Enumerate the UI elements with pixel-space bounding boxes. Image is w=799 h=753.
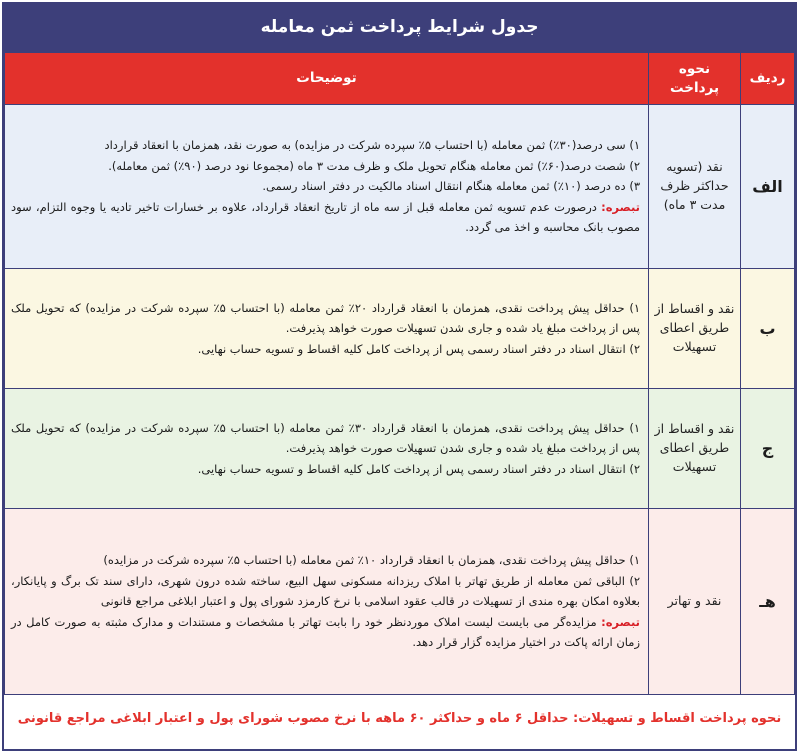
payment-terms-table-frame xyxy=(2,2,797,751)
desc-line: ۳) ده درصد (۱۰٪) ثمن معامله هنگام انتقال اسناد مالکیت در دفتر اسناد رسمی. xyxy=(262,179,640,194)
note-text: درصورت عدم تسویه ثمن معامله قبل از سه ماه از تاریخ انعقاد قرارداد، علاوه بر خسارات تاخیر تادیه یا وجوه التزام، سود مصوب بانک محاسبه و اخذ می گردد. xyxy=(11,199,640,235)
desc-cell xyxy=(5,269,649,389)
header-method-label: نحوه پرداخت xyxy=(669,60,720,96)
table-title: جدول شرایط پرداخت ثمن معامله xyxy=(4,4,795,52)
note-text: مزایده‌گر می بایست لیست املاک موردنظر خود را بابت تهاتر با مشخصات و مستندات و مدارک مثبته به صورت کامل در زمان ارائه پاکت در اختیار مزایده گزار قرار دهد. xyxy=(11,614,640,650)
desc-cell xyxy=(5,389,649,509)
desc-line: ۲) انتقال اسناد در دفتر اسناد رسمی پس از پرداخت کامل کلیه اقساط و تسویه حساب نهایی. xyxy=(197,461,640,476)
desc-line: ۱) حداقل پیش پرداخت نقدی، همزمان با انعقاد قرارداد ۲۰٪ ثمن معامله (با احتساب ۵٪ سپرده شرکت در مزایده) که تحویل ملک پس از پرداخت مبلغ یاد شده و جاری شدن تسهیلات صورت خواهد پذیرفت. xyxy=(11,300,640,336)
method-cell: نقد و اقساط از طریق اعطای تسهیلات xyxy=(649,389,741,509)
desc-line: ۲) شصت درصد(۶۰٪) ثمن معامله هنگام تحویل ملک و ظرف مدت ۳ ماه (مجموعا نود درصد (۹۰٪) ثمن معامله). xyxy=(108,158,640,173)
desc-line: ۱) حداقل پیش پرداخت نقدی، همزمان با انعقاد قرارداد ۱۰٪ ثمن معامله (با احتساب ۵٪ سپرده شرکت در مزایده) xyxy=(103,553,640,568)
header-method xyxy=(649,53,741,105)
table-row-be xyxy=(5,269,795,389)
header-desc: توضیحات xyxy=(5,53,649,105)
table-row-he xyxy=(5,509,795,695)
footer-note: نحوه پرداخت اقساط و تسهیلات: حداقل ۶ ماه و حداکثر ۶۰ ماهه با نرخ مصوب شورای پول و اعتبار ابلاغی مراجع قانونی xyxy=(5,695,795,743)
header-radif: ردیف xyxy=(741,53,795,105)
desc-line: ۱) سی درصد(۳۰٪) ثمن معامله (با احتساب ۵٪ سپرده شرکت در مزایده) به صورت نقد، همزمان با انعقاد قرارداد xyxy=(104,138,640,153)
method-cell: نقد و تهاتر xyxy=(649,509,741,695)
payment-terms-table xyxy=(4,52,795,743)
method-cell: نقد (تسویه حداکثر ظرف مدت ۳ ماه) xyxy=(649,105,741,269)
note xyxy=(11,197,640,238)
table-row-alef xyxy=(5,105,795,269)
note-label: تبصره: xyxy=(601,199,640,214)
desc-cell xyxy=(5,509,649,695)
desc-cell xyxy=(5,105,649,269)
method-cell: نقد و اقساط از طریق اعطای تسهیلات xyxy=(649,269,741,389)
radif-cell: ج xyxy=(741,389,795,509)
radif-cell: الف xyxy=(741,105,795,269)
desc-line: ۲) الباقی ثمن معامله از طریق تهاتر با املاک ریزدانه مسکونی سهل البیع، ساخته شده درون شهری، دارای سند تک برگ و پایانکار، بعلاوه امکان بهره مندی از تسهیلات در قالب عقود اسلامی با نرخ کارمزد شورای پول و اعتبار ابلاغی مراجع قانونی xyxy=(11,573,640,609)
desc-line: ۲) انتقال اسناد در دفتر اسناد رسمی پس از پرداخت کامل کلیه اقساط و تسویه حساب نهایی. xyxy=(197,341,640,356)
note xyxy=(11,612,640,653)
radif-cell: ب xyxy=(741,269,795,389)
footer-row xyxy=(5,695,795,743)
note-label: تبصره: xyxy=(601,614,640,629)
desc-line: ۱) حداقل پیش پرداخت نقدی، همزمان با انعقاد قرارداد ۳۰٪ ثمن معامله (با احتساب ۵٪ سپرده شرکت در مزایده) که تحویل ملک پس از پرداخت مبلغ یاد شده و جاری شدن تسهیلات صورت خواهد پذیرفت. xyxy=(11,420,640,456)
header-row xyxy=(5,53,795,105)
radif-cell: هـ xyxy=(741,509,795,695)
table-row-jim xyxy=(5,389,795,509)
